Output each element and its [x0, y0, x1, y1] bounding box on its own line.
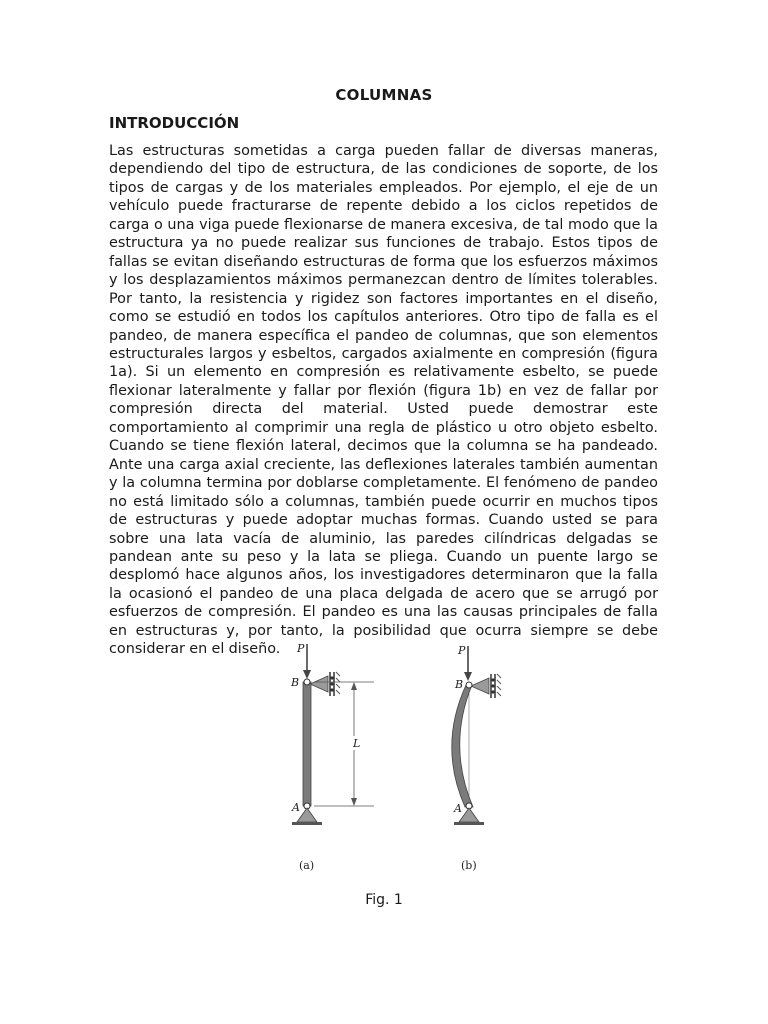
subfigure-label-b: (b): [461, 859, 477, 872]
bottom-label-a: A: [292, 801, 300, 814]
figure-caption: Fig. 1: [365, 892, 403, 908]
body-paragraph: Las estructuras sometidas a carga pueden fallar de diversas maneras, dependiendo del tipo de estructura, de las condiciones de soporte, de los tipos de cargas y de los materiales empleados. Por ejemplo, el eje de un vehículo puede fracturarse de repente debido a los ciclos repetidos de carga o una viga puede flexionarse de manera excesiva, de tal modo que la estructura ya no puede realizar sus funciones de trabajo. Estos tipos de fallas se evitan diseñando estructuras de forma que los esfuerzos máximos y los desplazamientos máximos permanezcan dentro de límites tolerables. Por tanto, la resistencia y rigidez son factores importantes en el diseño, como se estudió en todos los capítulos anteriores. Otro tipo de falla es el pandeo, de manera específica el pandeo de columnas, que son elementos estructurales largos y esbeltos, cargados axialmente en compresión (figura 1a). Si un elemento en compresión es relativamente esbelto, se puede flexionar lateralmente y fallar por flexión (figura 1b) en vez de fallar por compresión directa del material. Usted puede demostrar este comportamiento al comprimir una regla de plástico u otro objeto esbelto. Cuando se tiene flexión lateral, decimos que la columna se ha pandeado. Ante una carga axial creciente, las deflexiones laterales también aumentan y la columna termina por doblarse completamente. El fenómeno de pandeo no está limitado sólo a columnas, también puede ocurrir en muchos tipos de estructuras y puede adoptar muchas formas. Cuando usted se para sobre una lata vacía de aluminio, las paredes cilíndricas delgadas se pandean ante su peso y la lata se pliega. Cuando un puente largo se desplomó hace algunos años, los investigadores determinaron que la falla la ocasionó el pandeo de una placa delgada de acero que se arrugó por esfuerzos de compresión. El pandeo es una las causas principales de falla en estructuras y, por tanto, la posibilidad que ocurra siempre se debe considerar en el diseño.: [109, 143, 658, 658]
load-label-b: P: [458, 644, 466, 657]
bottom-support-a: [297, 808, 317, 822]
load-arrowhead-b: [464, 672, 472, 681]
subfigure-label-a: (a): [299, 859, 315, 872]
top-label-a: B: [291, 676, 300, 689]
bottom-label-b: A: [454, 802, 462, 815]
column-a-diagram: [290, 642, 374, 872]
top-support-a: [310, 676, 328, 692]
top-support-b: [471, 678, 489, 694]
column-a: [303, 682, 311, 806]
column-b-buckled: [452, 685, 473, 807]
load-arrowhead-a: [303, 670, 311, 679]
load-label-a: P: [297, 642, 305, 655]
length-label: L: [353, 737, 361, 750]
top-label-b: B: [455, 678, 464, 691]
column-buckling-figure: [270, 636, 530, 876]
section-heading: INTRODUCCIÓN: [109, 114, 240, 132]
document-title: COLUMNAS: [335, 86, 433, 104]
column-b-diagram: [452, 644, 501, 872]
bottom-support-b: [459, 808, 479, 822]
